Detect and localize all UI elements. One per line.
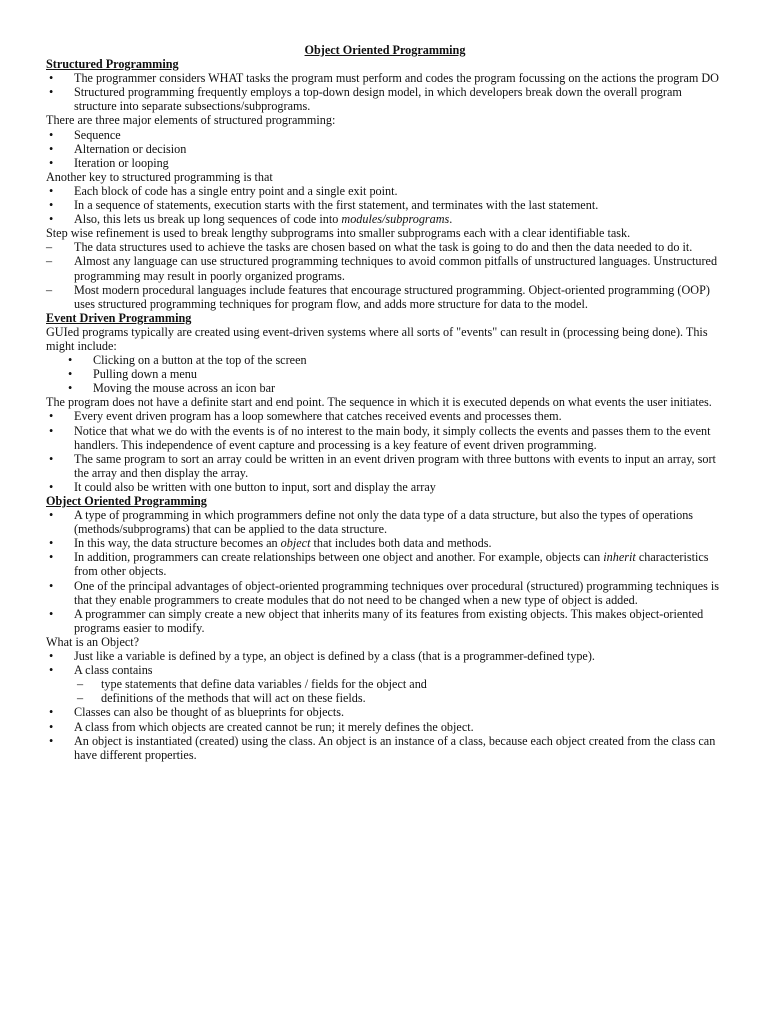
list-item: [46, 254, 724, 282]
italic-text: object: [280, 536, 311, 551]
bullet-list: [46, 353, 724, 395]
bullet-icon: •: [49, 183, 54, 198]
bullet-icon: •: [49, 508, 54, 523]
text-run: In addition, programmers can create relationships between one object and another. For example, objects can: [74, 550, 604, 565]
text-run: Step wise refinement is used to break lengthy subprograms into smaller subprograms each with a clear identifiable task.: [46, 226, 631, 241]
bullet-icon: •: [49, 155, 54, 170]
text-run: Classes can also be thought of as blueprints for objects.: [74, 705, 345, 720]
text-run: Almost any language can use structured programming techniques to avoid common pitfalls of unstructured languages. Unstructured programming may result in poorly organized programs.: [74, 254, 718, 283]
list-item: [46, 677, 724, 691]
dash-icon: –: [46, 240, 53, 255]
bullet-icon: •: [49, 649, 54, 664]
section-heading: Object Oriented Programming: [46, 494, 207, 508]
text-run: The program does not have a definite start and end point. The sequence in which it is executed depends on what events the user initiates.: [46, 395, 712, 410]
dash-list: [46, 240, 724, 310]
bullet-icon: •: [49, 85, 54, 100]
bullet-icon: •: [68, 353, 73, 368]
paragraph: [46, 635, 724, 649]
italic-text: inherit: [603, 550, 636, 565]
text-run: Just like a variable is defined by a type, an object is defined by a class (that is a programmer-defined type).: [74, 649, 595, 664]
list-item: [46, 128, 724, 142]
bullet-icon: •: [68, 381, 73, 396]
dash-icon: –: [77, 691, 84, 706]
bullet-list: [46, 184, 724, 226]
list-item: [46, 607, 724, 635]
section-heading: Structured Programming: [46, 57, 179, 72]
bullet-icon: •: [49, 127, 54, 142]
list-item: [46, 198, 724, 212]
bullet-list: [46, 409, 724, 494]
paragraph: [46, 113, 724, 127]
list-item: [46, 142, 724, 156]
list-item: [46, 85, 724, 113]
list-item: [46, 550, 724, 578]
dash-icon: –: [77, 677, 84, 692]
text-run: Moving the mouse across an icon bar: [93, 381, 276, 396]
text-run: characteristics from other objects.: [74, 550, 709, 579]
document-page: [46, 43, 724, 762]
dash-icon: –: [46, 282, 53, 297]
section-heading: Event Driven Programming: [46, 310, 192, 325]
text-run: A class contains: [74, 663, 153, 678]
text-run: Each block of code has a single entry point and a single exit point.: [74, 183, 398, 198]
list-item: [46, 71, 724, 85]
bullet-list: [46, 128, 724, 170]
list-item: [46, 720, 724, 734]
text-run: There are three major elements of structured programming:: [46, 113, 336, 128]
list-item: [46, 480, 724, 494]
italic-text: modules/subprograms: [341, 212, 450, 227]
bullet-icon: •: [49, 451, 54, 466]
list-item: [46, 283, 724, 311]
text-run: Structured programming frequently employs a top-down design model, in which developers break down the overall program structure into separate subsections/subprograms.: [74, 85, 682, 114]
document-body: [46, 57, 724, 762]
text-run: .: [449, 212, 453, 227]
list-item: [46, 579, 724, 607]
text-run: Another key to structured programming is that: [46, 169, 273, 184]
list-item: [46, 240, 724, 254]
list-item: [46, 452, 724, 480]
text-run: In a sequence of statements, execution starts with the first statement, and terminates with the last statement.: [74, 198, 599, 213]
dash-icon: –: [46, 254, 53, 269]
list-item: [46, 212, 724, 226]
bullet-list: [46, 677, 724, 705]
bullet-icon: •: [49, 733, 54, 748]
bullet-icon: •: [49, 705, 54, 720]
text-run: Also, this lets us break up long sequences of code into: [74, 212, 342, 227]
bullet-icon: •: [49, 536, 54, 551]
list-item: [46, 353, 724, 367]
text-run: Clicking on a button at the top of the screen: [93, 353, 307, 368]
bullet-icon: •: [49, 212, 54, 227]
text-run: definitions of the methods that will act on these fields.: [101, 691, 366, 706]
list-item: [46, 649, 724, 663]
paragraph: [46, 226, 724, 240]
list-item: [46, 705, 724, 719]
text-run: A class from which objects are created cannot be run; it merely defines the object.: [74, 719, 474, 734]
bullet-icon: •: [49, 423, 54, 438]
text-run: A programmer can simply create a new object that inherits many of its features from existing objects. This makes object-oriented programs easier to modify.: [74, 606, 704, 635]
list-item: [46, 508, 724, 536]
bullet-list: [46, 649, 724, 677]
list-item: [46, 691, 724, 705]
text-run: Iteration or looping: [74, 155, 169, 170]
text-run: GUIed programs typically are created using event-driven systems where all sorts of "events" can result in (processing being done). This might include:: [46, 324, 708, 353]
text-run: An object is instantiated (created) using the class. An object is an instance of a class, because each object created from the class can have different properties.: [74, 733, 716, 762]
list-item: [46, 184, 724, 198]
text-run: The data structures used to achieve the tasks are chosen based on what the task is going to do and then the data needed to do it.: [74, 240, 693, 255]
bullet-icon: •: [49, 198, 54, 213]
text-run: Notice that what we do with the events is of no interest to the main body, it simply collects the events and passes them to the event handlers. This independence of event capture and processing is a key feature of event driven programming.: [74, 423, 711, 452]
text-run: In this way, the data structure becomes an: [74, 536, 281, 551]
text-run: It could also be written with one button to input, sort and display the array: [74, 479, 436, 494]
list-item: [46, 536, 724, 550]
list-item: [46, 424, 724, 452]
bullet-icon: •: [49, 409, 54, 424]
paragraph: [46, 170, 724, 184]
bullet-icon: •: [49, 141, 54, 156]
bullet-list: [46, 705, 724, 761]
paragraph: [46, 325, 724, 353]
bullet-icon: •: [49, 719, 54, 734]
bullet-list: [46, 508, 724, 635]
text-run: Sequence: [74, 127, 121, 142]
bullet-icon: •: [49, 479, 54, 494]
text-run: Alternation or decision: [74, 141, 187, 156]
text-run: A type of programming in which programmers define not only the data type of a data structure, but also the types of operations (methods/subprograms) that can be applied to the data structure.: [74, 508, 694, 537]
list-item: [46, 381, 724, 395]
text-run: Every event driven program has a loop somewhere that catches received events and processes them.: [74, 409, 562, 424]
bullet-icon: •: [49, 663, 54, 678]
text-run: Pulling down a menu: [93, 367, 197, 382]
text-run: type statements that define data variables / fields for the object and: [101, 677, 427, 692]
bullet-icon: •: [49, 550, 54, 565]
list-item: [46, 367, 724, 381]
text-run: One of the principal advantages of object-oriented programming techniques over procedural (structured) programming techniques is that they enable programmers to create modules that do not need to be changed when a new type of object is added.: [74, 578, 720, 607]
list-item: [46, 734, 724, 762]
text-run: that includes both data and methods.: [310, 536, 492, 551]
list-item: [46, 663, 724, 677]
text-run: The same program to sort an array could be written in an event driven program with three buttons with events to input an array, sort the array and then display the array.: [74, 451, 716, 480]
list-item: [46, 409, 724, 423]
bullet-icon: •: [49, 606, 54, 621]
document-title: Object Oriented Programming: [304, 43, 466, 57]
text-run: The programmer considers WHAT tasks the program must perform and codes the program focussing on the actions the program DO: [74, 71, 719, 86]
paragraph: [46, 395, 724, 409]
bullet-list: [46, 71, 724, 113]
text-run: Most modern procedural languages include features that encourage structured programming. Object-oriented programming (OOP) uses structured programming techniques for program flow, and adds more structure for data to the model.: [74, 282, 710, 311]
bullet-icon: •: [68, 367, 73, 382]
bullet-icon: •: [49, 71, 54, 86]
bullet-icon: •: [49, 578, 54, 593]
list-item: [46, 156, 724, 170]
text-run: What is an Object?: [46, 634, 140, 649]
